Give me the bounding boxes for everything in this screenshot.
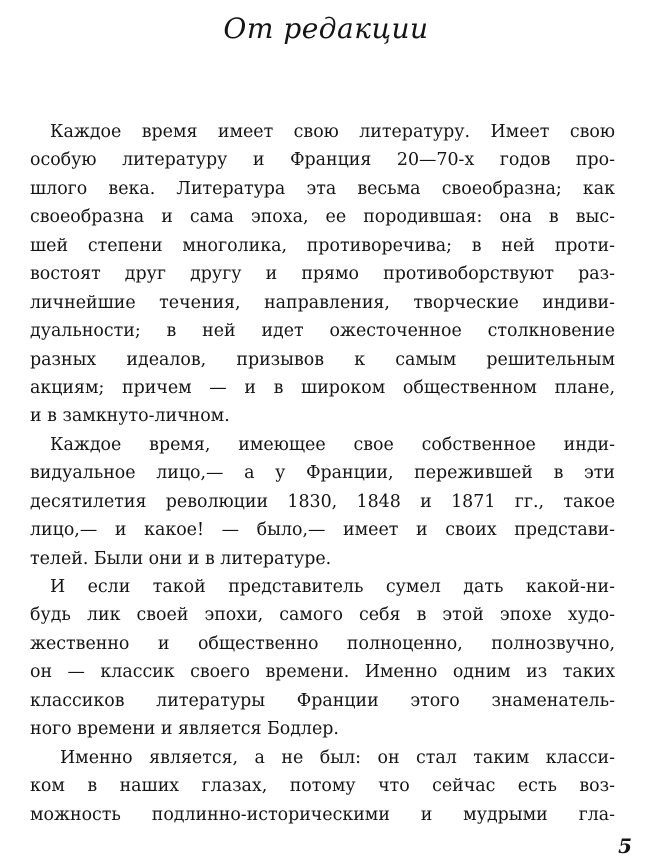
page-title: От редакции xyxy=(223,12,429,45)
text-line: видуальное лицо,— а у Франции, пережившей в эти xyxy=(30,463,615,484)
text-line: ком в наших глазах, потому что сейчас есть воз- xyxy=(30,776,615,797)
text-line: десятилетия революции 1830, 1848 и 1871 гг., такое xyxy=(30,491,615,512)
text-line: акциям; причем — и в широком общественном плане, xyxy=(30,377,615,398)
text-line: личнейшие течения, направления, творческие индиви- xyxy=(30,292,615,313)
text-line: Именно является, а не был: он стал таким класси- xyxy=(60,747,615,768)
text-line: классиков литературы Франции этого знаменатель- xyxy=(30,690,615,711)
text-line: востоят друг другу и прямо противоборствуют раз- xyxy=(30,264,615,285)
text-line: телей. Были они и в литературе. xyxy=(30,548,332,569)
page-number: 5 xyxy=(618,834,632,858)
body-text xyxy=(30,118,615,829)
text-line: будь лик своей эпохи, самого себя в этой эпохе худо- xyxy=(30,605,615,626)
text-line: своеобразна и сама эпоха, ее породившая: она в выс- xyxy=(30,207,615,228)
text-line: шей степени многолика, противоречива; в ней проти- xyxy=(30,235,615,256)
text-line: Каждое время, имеющее свое собственное инди- xyxy=(50,434,615,455)
text-line: лицо,— и какое! — было,— имеет и своих представи- xyxy=(30,520,615,541)
text-line: и в замкнуто-личном. xyxy=(30,406,230,427)
text-line: И если такой представитель сумел дать какой-ни- xyxy=(50,577,615,597)
text-line: дуальности; в ней идет ожесточенное столкновение xyxy=(30,321,615,342)
text-line: жественно и общественно полноценно, полнозвучно, xyxy=(30,633,615,654)
text-line: шлого века. Литература эта весьма своеобразна; как xyxy=(30,178,615,199)
text-line: можность подлинно-историческими и мудрыми гла- xyxy=(30,804,615,825)
text-line: разных идеалов, призывов к самым решительным xyxy=(30,349,615,370)
text-line: Каждое время имеет свою литературу. Имеет свою xyxy=(50,122,615,142)
text-line: ного времени и является Бодлер. xyxy=(30,719,339,740)
text-line: особую литературу и Франция 20—70-х годов про- xyxy=(30,150,615,171)
text-line: он — классик своего времени. Именно одним из таких xyxy=(30,662,615,683)
